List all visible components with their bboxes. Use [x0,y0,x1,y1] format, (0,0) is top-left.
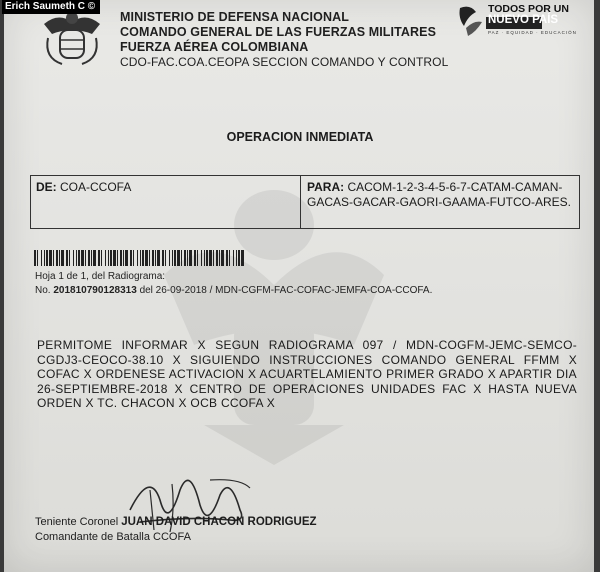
from-label: DE: [36,180,57,194]
letterhead-line-3: FUERZA AÉREA COLOMBIANA [120,40,309,54]
document-title: OPERACION INMEDIATA [226,130,374,144]
radiogram-reference [35,270,432,298]
radiogram-number: 201810790128313 [53,285,137,296]
logo-line-1: TODOS POR UN [488,3,569,15]
to-field [307,180,573,210]
logo-subtitle: PAZ · EQUIDAD · EDUCACIÓN [488,30,577,35]
letterhead-line-2: COMANDO GENERAL DE LAS FUERZAS MILITARES [120,25,437,39]
signer-name: JUAN DAVID CHACON RODRIGUEZ [121,516,317,528]
letterhead-line-1: MINISTERIO DE DEFENSA NACIONAL [120,10,349,24]
from-field [36,180,131,194]
signer-line [35,515,317,530]
letterhead-line-4: CDO-FAC.COA.CEOPA SECCION COMANDO Y CONTROL [120,55,449,69]
routing-box [30,175,580,229]
photo-credit-watermark: Erich Saumeth C © [2,0,100,14]
letterhead [120,10,448,70]
colombia-coat-of-arms-icon [40,8,104,68]
radiogram-date-origin: del 26-09-2018 / MDN-CGFM-FAC-COFAC-JEMFA-COA-CCOFA. [139,285,433,296]
radiogram-number-line [35,284,432,298]
logo-text [488,4,569,26]
number-label: No. [35,285,51,296]
logo-line-2: NUEVO PAÍS [488,14,559,26]
routing-divider [300,176,301,228]
signature-block [35,515,317,545]
barcode-icon [34,250,244,266]
message-body: PERMITOME INFORMAR X SEGUN RADIOGRAMA 097 / MDN-COGFM-JEMC-SEMCO-CGDJ3-CEOCO-38.10 X SIGUIENDO INSTRUCCIONES COMANDO GENERAL FFMM X COFAC X ORDENESE ACTIVACION X ACUARTELAMIENTO PRIMER GRADO X APARTIR DIA 26-SEPTIEMBRE-2018 X CENTRO DE OPERACIONES UNIDADES FAC X HASTA NUEVA ORDEN X TC. CHACON X OCB CCOFA X [37,338,577,410]
signer-rank: Teniente Coronel [35,516,119,528]
from-value: COA-CCOFA [60,180,132,194]
sheet-info: Hoja 1 de 1, del Radiograma: [35,271,166,282]
to-value: CACOM-1-2-3-4-5-6-7-CATAM-CAMAN-GACAS-GACAR-GAORI-GAAMA-FUTCO-ARES. [307,180,572,209]
signer-role: Comandante de Batalla CCOFA [35,531,191,543]
to-label: PARA: [307,180,345,194]
